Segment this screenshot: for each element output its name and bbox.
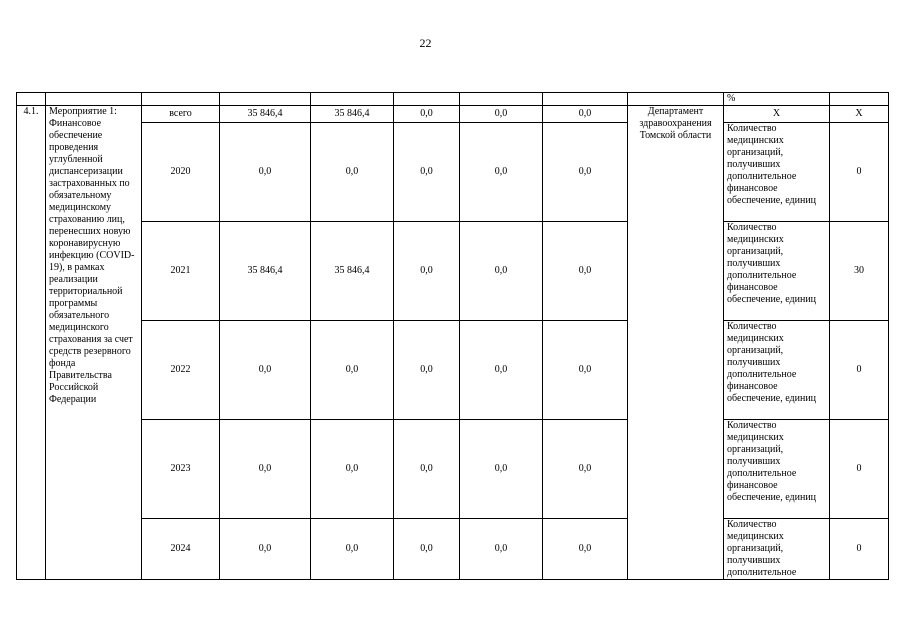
table-cell [394,93,460,106]
value-cell: 0,0 [311,123,394,222]
value-cell: 0,0 [543,420,628,519]
year-label: 2024 [142,519,220,580]
value-cell: 0,0 [460,519,543,580]
value-cell: 0,0 [394,519,460,580]
table-row-header-continuation [17,93,889,106]
value-cell: 0,0 [543,222,628,321]
value-cell: 0,0 [394,222,460,321]
value-cell: 0,0 [460,321,543,420]
indicator-value: 30 [830,222,889,321]
indicator-value: 0 [830,123,889,222]
unit-cell: % [724,93,830,106]
indicator-value: 0 [830,321,889,420]
value-cell: 0,0 [394,123,460,222]
value-cell: 0,0 [543,106,628,123]
table-cell [628,93,724,106]
indicator-name [724,123,830,222]
value-cell: 0,0 [220,123,311,222]
table-cell [46,93,142,106]
table-row-year [17,519,889,580]
indicator-text: Количество медицинских организаций, получивших дополнительное финансовое обеспечение, единиц [727,420,817,503]
page-number: 22 [419,36,432,50]
value-cell: 0,0 [394,106,460,123]
table-row-year [17,420,889,519]
table-cell [142,93,220,106]
item-number: 4.1. [17,106,46,580]
value-cell: 0,0 [311,519,394,580]
table-cell [17,93,46,106]
item-description-text: Мероприятие 1: Финансовое обеспечение проведения углубленной диспансеризации застрахованных по обязательному медицинскому страхованию лиц, перенесших новую коронавирусную инфекцию (COVID-19), в рамках реализации территориальной программы обязательного медицинского страхования за счет средств резервного фонда Правительства Российской Федерации [49,106,135,405]
table-cell [460,93,543,106]
value-cell: 35 846,4 [311,106,394,123]
indicator-text: Количество медицинских организаций, получивших дополнительное [727,519,797,578]
value-cell: 35 846,4 [220,222,311,321]
value-cell: 0,0 [460,222,543,321]
table-row-year [17,222,889,321]
value-cell: 0,0 [543,321,628,420]
table-row-year [17,123,889,222]
year-label: 2021 [142,222,220,321]
indicator-name [724,321,830,420]
indicator-name [724,222,830,321]
table-cell [830,93,889,106]
value-cell: 0,0 [460,123,543,222]
indicator-name: Х [724,106,830,123]
value-cell: 0,0 [311,420,394,519]
indicator-name [724,519,830,580]
item-description [46,106,142,580]
year-label: 2022 [142,321,220,420]
indicator-name [724,420,830,519]
table-cell [311,93,394,106]
value-cell: 0,0 [394,420,460,519]
indicator-text: Количество медицинских организаций, получивших дополнительное финансовое обеспечение, единиц [727,222,817,305]
value-cell: 0,0 [220,321,311,420]
indicator-value: 0 [830,519,889,580]
indicator-text: Количество медицинских организаций, получивших дополнительное финансовое обеспечение, единиц [727,123,817,206]
value-cell: 35 846,4 [311,222,394,321]
indicator-value: Х [830,106,889,123]
table-row-year [17,321,889,420]
value-cell: 0,0 [460,106,543,123]
indicator-value: 0 [830,420,889,519]
responsible-executor: Департамент здравоохранения Томской области [628,106,724,580]
table-cell [220,93,311,106]
value-cell: 0,0 [543,519,628,580]
table-row-total [17,106,889,123]
indicator-text: Количество медицинских организаций, получивших дополнительное финансовое обеспечение, единиц [727,321,817,404]
table-cell [543,93,628,106]
program-table [16,92,889,580]
value-cell: 0,0 [220,420,311,519]
year-label: 2023 [142,420,220,519]
value-cell: 0,0 [311,321,394,420]
value-cell: 0,0 [543,123,628,222]
period-label: всего [142,106,220,123]
value-cell: 35 846,4 [220,106,311,123]
value-cell: 0,0 [394,321,460,420]
value-cell: 0,0 [460,420,543,519]
value-cell: 0,0 [220,519,311,580]
year-label: 2020 [142,123,220,222]
